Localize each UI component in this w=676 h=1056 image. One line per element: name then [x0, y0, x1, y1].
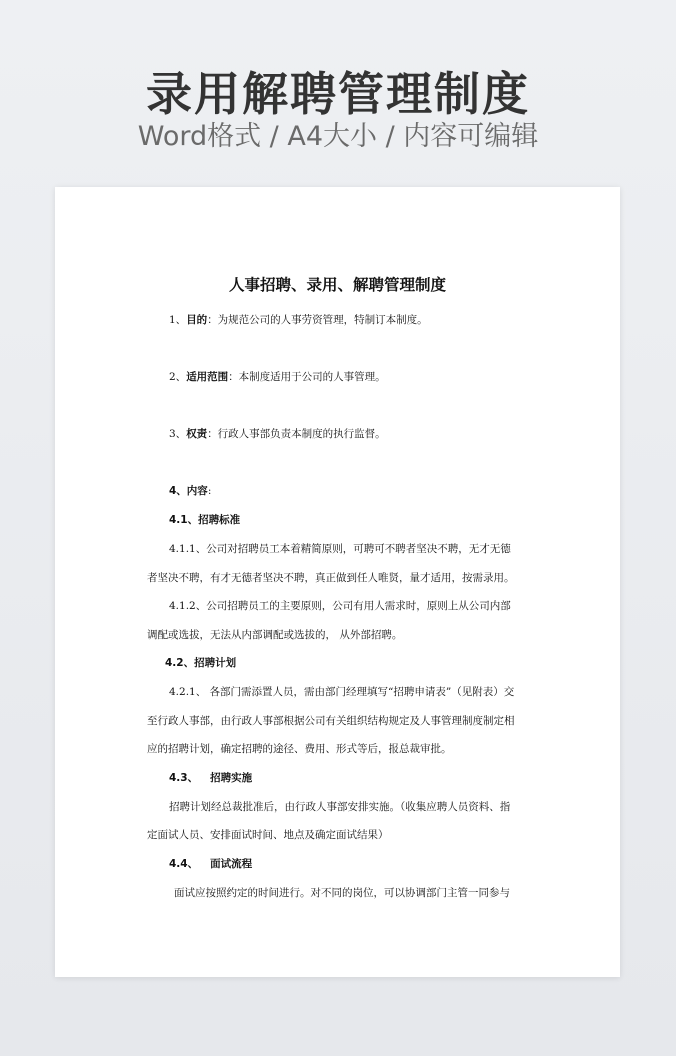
banner-title: 录用解聘管理制度 — [146, 67, 530, 121]
document-body — [55, 187, 620, 977]
banner-subtitle: Word格式 / A4大小 / 内容可编辑 — [137, 121, 539, 152]
section-4-3-line-2: 定面试人员、安排面试时间、地点及确定面试结果） — [147, 829, 389, 841]
section-3-label: 权责 — [186, 428, 208, 440]
section-2-number: 2、 — [169, 371, 187, 383]
section-4-3-number: 4.3、 — [169, 772, 199, 784]
section-3-number: 3、 — [169, 428, 187, 440]
section-4-1-2-line-2: 调配或选拔，无法从内部调配或选拔的， 从外部招聘。 — [147, 629, 403, 641]
section-4-1-1-line-1: 4.1.1、公司对招聘员工本着精简原则，可聘可不聘者坚决不聘，无才无德 — [169, 543, 511, 555]
section-4-4-heading — [169, 857, 252, 871]
document-title: 人事招聘、录用、解聘管理制度 — [228, 276, 446, 294]
section-1-number: 1、 — [169, 314, 187, 326]
section-4-2-1-line-1: 4.2.1、 各部门需添置人员，需由部门经理填写“招聘申请表”（见附表）交 — [169, 686, 515, 698]
section-4-1-2-line-1: 4.1.2、公司招聘员工的主要原则，公司有用人需求时，原则上从公司内部 — [169, 600, 511, 612]
section-4-2-1-line-2: 至行政人事部，由行政人事部根据公司有关组织结构规定及人事管理制度制定相 — [147, 715, 515, 727]
section-2-label: 适用范围 — [186, 371, 229, 383]
section-4-3-line-1: 招聘计划经总裁批准后，由行政人事部安排实施。（收集应聘人员资料、指 — [169, 801, 511, 813]
section-4 — [169, 484, 211, 498]
document-page — [55, 187, 620, 977]
section-2-text: ：本制度适用于公司的人事管理。 — [228, 371, 386, 383]
section-3-text: ：行政人事部负责本制度的执行监督。 — [207, 428, 386, 440]
section-1 — [169, 313, 428, 327]
section-4-3-title: 招聘实施 — [210, 772, 253, 784]
section-4-2-heading: 4.2、招聘计划 — [165, 657, 237, 669]
section-2 — [169, 370, 386, 384]
section-4-4-number: 4.4、 — [169, 858, 199, 870]
section-4-1-heading: 4.1、招聘标准 — [169, 514, 241, 526]
section-4-4-title: 面试流程 — [210, 858, 253, 870]
section-1-label: 目的 — [186, 314, 208, 326]
section-1-text: ：为规范公司的人事劳资管理，特制订本制度。 — [207, 314, 428, 326]
section-4-1-1-line-2: 者坚决不聘，有才无德者坚决不聘，真正做到任人唯贤，量才适用，按需录用。 — [147, 572, 515, 584]
section-4-2-1-line-3: 应的招聘计划，确定招聘的途径、费用、形式等后，报总裁审批。 — [147, 743, 452, 755]
section-4-text: : — [207, 485, 212, 497]
section-4-label: 4、内容 — [169, 485, 208, 497]
section-3 — [169, 427, 386, 441]
section-4-4-line-1: 面试应按照约定的时间进行。对不同的岗位，可以协调部门主管一同参与 — [174, 887, 510, 899]
section-4-3-heading — [169, 771, 252, 785]
